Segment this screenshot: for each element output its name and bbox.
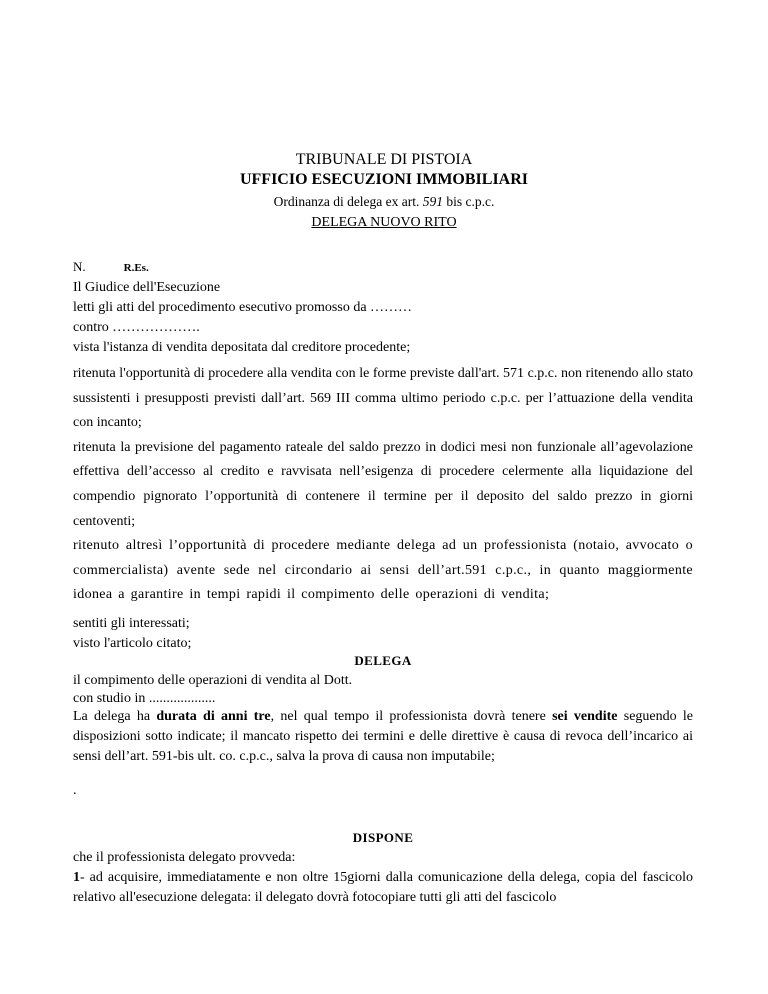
paragraph-sale-method: ritenuta l'opportunità di procedere alla vendita con le forme previste dall'art. 571 c.p.c. non ritenendo allo stato sussistenti i presupposti previsti dall’art. 569 III comma ultimo periodo c.p.c. per l’attuazione della vendita con incanto; (73, 366, 693, 431)
delega-line-1: il compimento delle operazioni di vendita al Dott. (73, 673, 353, 688)
sales-emphasis: sei vendite (552, 709, 618, 724)
ordinance-art: 591 (422, 194, 444, 209)
ordinance-suffix: bis c.p.c. (443, 194, 495, 209)
duration-text-a: La delega ha (73, 709, 157, 724)
res-label: R.Es. (123, 262, 149, 274)
item-number: 1 (73, 870, 80, 885)
duration-text-b: , nel qual tempo il professionista dovrà tenere (270, 709, 553, 724)
case-n-label: N. (73, 259, 86, 274)
dispone-item-1 (73, 868, 693, 908)
duration-emphasis: durata di anni tre (156, 709, 271, 724)
preamble (73, 257, 693, 654)
stray-dot: . (73, 783, 77, 798)
case-number-line (73, 257, 693, 278)
dispone-section (73, 828, 693, 908)
dispone-intro: che il professionista delegato provveda: (73, 850, 296, 865)
subtitle: DELEGA NUOVO RITO (311, 215, 457, 230)
court-name: TRIBUNALE DI PISTOIA (295, 151, 473, 168)
ordinance-prefix: Ordinanza di delega ex art. (273, 194, 423, 209)
dispone-heading: DISPONE (352, 830, 414, 845)
instance-line: vista l'istanza di vendita depositata dal creditore procedente; (73, 340, 411, 355)
office-name: UFFICIO ESECUZIONI IMMOBILIARI (239, 171, 529, 188)
delega-line-2: con studio in ................... (73, 691, 216, 706)
delega-duration (73, 707, 693, 767)
document-header (0, 150, 768, 233)
promoted-by-line: letti gli atti del procedimento esecutivo promosso da ……… (73, 300, 413, 315)
heard-line: sentiti gli interessati; (73, 615, 190, 631)
delega-section (73, 651, 693, 801)
seen-line: visto l'articolo citato; (73, 635, 192, 651)
delega-heading: DELEGA (354, 653, 412, 668)
ordinance-title (0, 191, 768, 213)
judge-line: Il Giudice dell'Esecuzione (73, 280, 221, 295)
against-line: contro ………………. (73, 320, 200, 335)
paragraph-delegation: ritenuto altresì l’opportunità di procedere mediante delega ad un professionista (notaio, avvocato o commercialista) avente sede nel circondario ai sensi dell’art.591 c.p.c., in quanto maggiormente idonea a garantire in tempi rapidi il compimento delle operazioni di vendita; (73, 538, 693, 603)
duration-text-c: seguendo le disposizioni sotto indicate; il mancato rispetto dei termini e delle direttive è causa di revoca dell’incarico ai sensi dell’art. 591-bis ult. co. c.p.c., salva la prova di causa non imputabile; (73, 709, 693, 764)
paragraph-payment: ritenuta la previsione del pagamento rateale del saldo prezzo in dodici mesi non funzionale all’agevolazione effettiva dell’accesso al credito e ravvisata nell’esigenza di procedere celermente alla liquidazione del compendio pignorato l’opportunità di contenere il termine per il deposito del saldo prezzo in giorni centoventi; (73, 439, 693, 529)
item-text: - ad acquisire, immediatamente e non oltre 15giorni dalla comunicazione della delega, copia del fascicolo relativo all'esecuzione delegata: il delegato dovrà fotocopiare tutti gli atti del fascicolo (73, 870, 693, 905)
